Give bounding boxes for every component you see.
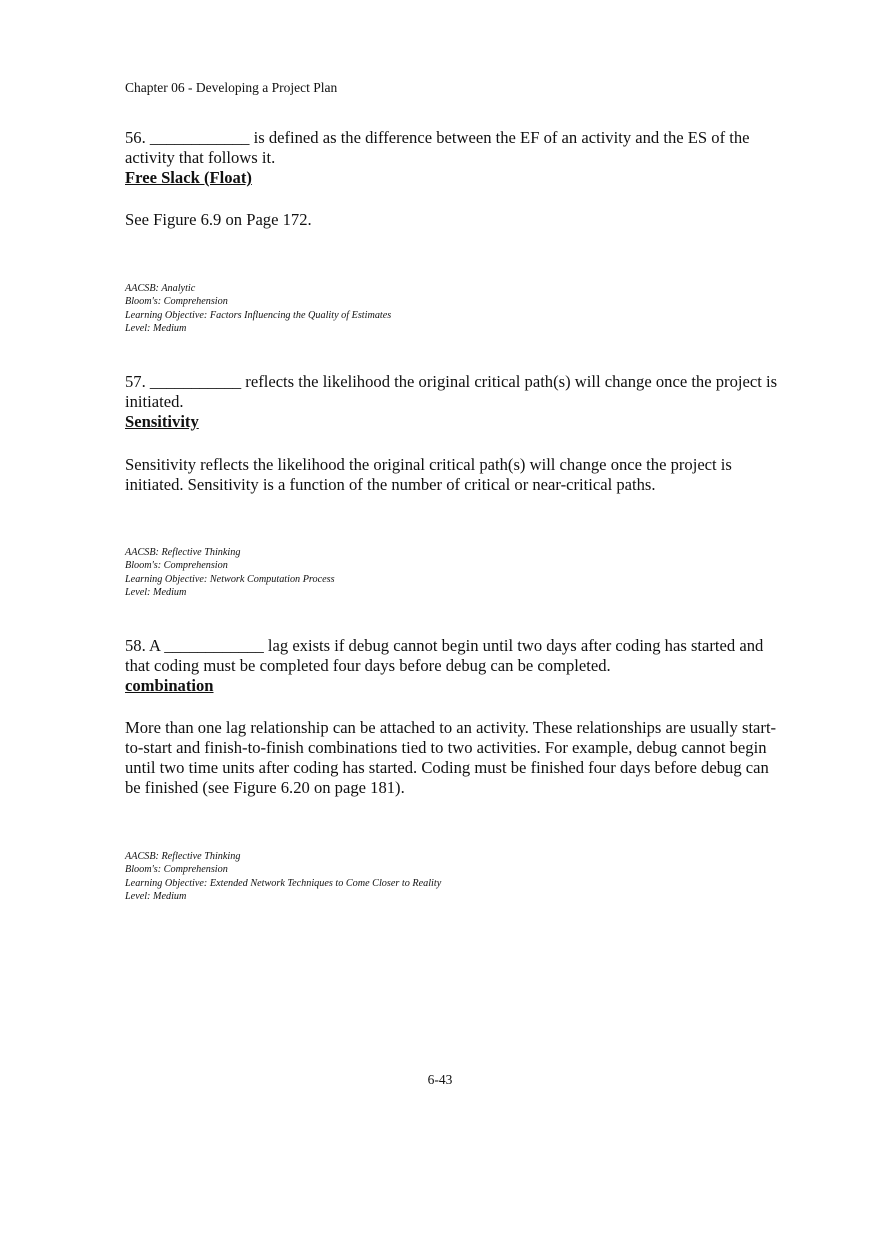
meta-objective: Learning Objective: Extended Network Techniques to Come Closer to Reality xyxy=(125,877,442,889)
meta-aacsb: AACSB: Reflective Thinking xyxy=(125,851,241,862)
chapter-header: Chapter 06 - Developing a Project Plan xyxy=(125,80,338,95)
explanation-text: Sensitivity reflects the likelihood the original critical path(s) will change once the project is initiated. Sensitivity is a function of the number of critical or near-critical paths. xyxy=(125,455,732,494)
question-58 xyxy=(125,636,785,696)
question-57 xyxy=(125,372,785,432)
question-56 xyxy=(125,128,785,188)
answer-text: combination xyxy=(125,676,214,695)
meta-level: Level: Medium xyxy=(125,322,187,334)
meta-objective: Learning Objective: Network Computation Process xyxy=(125,573,335,585)
explanation-text: More than one lag relationship can be attached to an activity. These relationships are usually start-to-start and finish-to-finish combinations tied to two activities. For example, debug cannot begin until two time units after coding has started. Coding must be finished four days before debug can be finished (see Figure 6.20 on page 181). xyxy=(125,718,777,797)
question-text: 57. ___________ reflects the likelihood the original critical path(s) will change once the project is initiated. xyxy=(125,372,778,411)
meta-block-56 xyxy=(125,282,391,335)
page-number: 6-43 xyxy=(427,1072,453,1087)
meta-objective: Learning Objective: Factors Influencing the Quality of Estimates xyxy=(125,309,392,321)
meta-blooms: Bloom's: Comprehension xyxy=(125,296,228,308)
meta-aacsb: AACSB: Analytic xyxy=(125,283,196,294)
answer-text: Sensitivity xyxy=(125,412,199,431)
meta-block-57 xyxy=(125,546,335,599)
explanation-text: See Figure 6.9 on Page 172. xyxy=(125,210,312,229)
meta-blooms: Bloom's: Comprehension xyxy=(125,864,228,876)
meta-blooms: Bloom's: Comprehension xyxy=(125,560,228,572)
explanation-58 xyxy=(125,718,785,798)
explanation-56 xyxy=(125,210,785,230)
question-text: 56. ____________ is defined as the difference between the EF of an activity and the ES of the activity that follows it. xyxy=(125,128,750,167)
question-text: 58. A ____________ lag exists if debug cannot begin until two days after coding has started and that coding must be completed four days before debug can be completed. xyxy=(125,636,764,675)
meta-block-58 xyxy=(125,850,441,903)
explanation-57 xyxy=(125,455,785,495)
meta-level: Level: Medium xyxy=(125,586,187,598)
answer-text: Free Slack (Float) xyxy=(125,168,252,187)
meta-level: Level: Medium xyxy=(125,890,187,902)
meta-aacsb: AACSB: Reflective Thinking xyxy=(125,547,241,558)
